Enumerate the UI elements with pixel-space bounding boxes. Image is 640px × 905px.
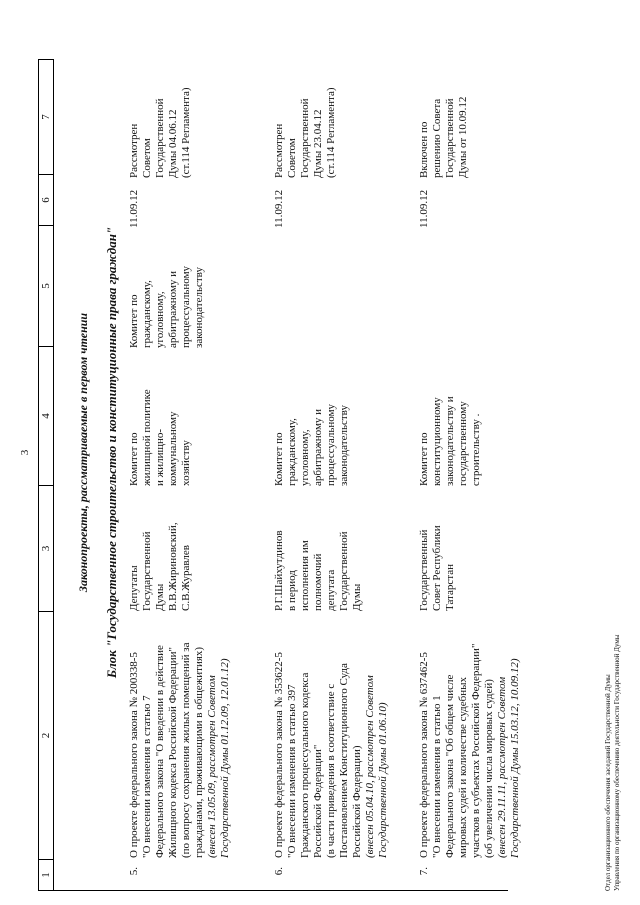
text-line: Государственной xyxy=(338,531,350,611)
text-line: Думы xyxy=(154,583,166,611)
committee-cell xyxy=(128,351,232,489)
text-line: процессуальному xyxy=(325,403,337,486)
column-header: 3 xyxy=(39,485,53,611)
authors-cell xyxy=(418,489,522,614)
text-line: Государственный xyxy=(418,529,430,611)
text-line: (внесен 05.04.10, рассмотрен Советом xyxy=(364,675,376,858)
text-line: Включен по xyxy=(418,121,430,178)
text-line: Комитет по xyxy=(128,432,140,486)
authors-cell xyxy=(273,489,390,614)
page-number: 3 xyxy=(19,449,31,456)
text-line: (по вопросу сохранения жилых помещений за xyxy=(180,642,192,858)
text-line: (ст.114 Регламента) xyxy=(325,87,337,178)
text-line: Российской Федерации) xyxy=(351,745,363,858)
column-header: 2 xyxy=(39,611,53,859)
text-line: (внесен 13.05.09, рассмотрен Советом xyxy=(206,675,218,858)
text-line: Комитет по xyxy=(273,432,285,486)
bill-title-cell xyxy=(128,614,232,861)
text-line: государственному xyxy=(457,401,469,486)
text-line: О проекте федерального закона № 353622-5 xyxy=(273,652,285,858)
column-header: 7 xyxy=(40,114,52,120)
text-line: Советом xyxy=(286,138,298,178)
text-line: Комитет по xyxy=(128,294,140,348)
text-line: строительству . xyxy=(470,413,482,486)
text-line: Думы xyxy=(351,583,363,611)
text-line: "О внесении изменения в статью 397 xyxy=(286,684,298,858)
text-line: Постановлением Конституционного Суда xyxy=(338,663,350,858)
text-line: Татарстан xyxy=(444,564,456,611)
text-line: законодательству и xyxy=(444,396,456,486)
text-line: коммунальному xyxy=(167,411,179,486)
text-line: (в части приведения в соответствие с xyxy=(325,683,337,858)
table-row xyxy=(273,61,390,891)
text-line: депутата xyxy=(325,569,337,611)
text-line: Российской Федерации" xyxy=(312,744,324,858)
text-line: гражданскому, xyxy=(141,280,153,348)
authors-cell xyxy=(128,489,232,614)
text-line: Государственной xyxy=(141,531,153,611)
text-line: Совет Республики xyxy=(431,525,443,611)
text-line: Думы 04.06.12 xyxy=(167,109,179,178)
text-line: "О внесении изменения в статью 7 xyxy=(141,695,153,858)
text-line: процессуальному xyxy=(180,265,192,348)
text-line: Комитет по xyxy=(418,432,430,486)
text-line: С.В.Журавлев xyxy=(180,545,192,611)
text-line: гражданскому, xyxy=(286,418,298,486)
text-line: Федерального закона "О введении в действие xyxy=(154,645,166,858)
text-line: уголовному, xyxy=(154,291,166,348)
bill-title-cell xyxy=(273,614,390,861)
text-line: арбитражному и xyxy=(167,270,179,348)
table-row xyxy=(418,61,522,891)
text-line: участков в субъектах Российской Федерации" xyxy=(470,643,482,858)
text-line: О проекте федерального закона № 637462-5 xyxy=(418,652,430,858)
section-title: Законопроекты, рассматриваемые в первом чтении xyxy=(76,312,90,593)
text-line: Думы от 10.09.12 xyxy=(457,96,469,178)
text-line: Рассмотрен xyxy=(273,123,285,178)
text-line: Государственной Думы 15.03.12, 10.09.12) xyxy=(509,658,521,858)
text-line: В.В.Жириновский, xyxy=(167,522,179,611)
text-line: полномочий xyxy=(312,553,324,611)
row-number: 6. xyxy=(273,867,285,876)
text-line: Управления по организационному обеспечению деятельности Государственной Думы xyxy=(613,634,621,891)
text-line: Государственной Думы 01.12.09, 12.01.12) xyxy=(219,658,231,858)
text-line: уголовному, xyxy=(299,429,311,486)
text-line: Р.Г.Шайхутдинов xyxy=(273,530,285,611)
text-line: Думы 23.04.12 xyxy=(312,109,324,178)
block-title: Блок "Государственное строительство и конституционные права граждан" xyxy=(104,226,119,679)
text-line: мировых судей и количестве судебных xyxy=(457,676,469,858)
text-line: Отдел организационного обеспечения заседаний Государственной Думы xyxy=(604,674,612,891)
text-line: исполнения им xyxy=(299,540,311,611)
status-cell xyxy=(418,61,522,181)
committee-cell xyxy=(418,351,522,489)
text-line: жилищной политике xyxy=(141,389,153,486)
text-line: конституционному xyxy=(431,397,443,486)
text-line: "О внесении изменения в статью 1 xyxy=(431,695,443,858)
text-line: Рассмотрен xyxy=(128,123,140,178)
date-cell: 11.09.12 xyxy=(273,189,285,228)
text-line: хозяйству xyxy=(180,440,192,486)
text-line: (внесен 29.11.11, рассмотрен Советом xyxy=(496,676,508,858)
column-header-row xyxy=(38,59,54,891)
date-cell: 11.09.12 xyxy=(418,189,430,228)
text-line: Депутаты xyxy=(128,565,140,611)
text-line: (об увеличении числа мировых судей) xyxy=(483,679,495,858)
text-line: Советом xyxy=(141,138,153,178)
text-line: Государственной Думы 01.06.10) xyxy=(377,702,389,858)
co-committee-cell xyxy=(273,231,390,351)
text-line: законодательству xyxy=(338,405,350,486)
column-header: 5 xyxy=(39,225,53,346)
text-line: в период xyxy=(286,570,298,611)
co-committee-cell xyxy=(418,231,522,351)
table-row xyxy=(128,61,232,891)
text-line: Гражданского процессуального кодекса xyxy=(299,672,311,858)
column-header: 6 xyxy=(39,174,53,225)
text-line: (ст.114 Регламента) xyxy=(180,87,192,178)
bill-title-cell xyxy=(418,614,522,861)
text-line: О проекте федерального закона № 200338-5 xyxy=(128,652,140,858)
text-line: гражданами, проживающими в общежитиях) xyxy=(193,646,205,858)
text-line: и жилищно- xyxy=(154,428,166,486)
text-line: решению Совета xyxy=(431,98,443,178)
co-committee-cell xyxy=(128,231,232,351)
footer xyxy=(604,635,622,891)
row-number: 7. xyxy=(418,867,430,876)
text-line: Федерального закона "Об общем числе xyxy=(444,674,456,858)
status-cell xyxy=(128,61,232,181)
date-cell: 11.09.12 xyxy=(128,189,140,228)
text-line: законодательству xyxy=(193,267,205,348)
row-number: 5. xyxy=(128,867,140,876)
text-line: арбитражному и xyxy=(312,408,324,486)
column-header: 1 xyxy=(39,859,53,890)
status-cell xyxy=(273,61,390,181)
committee-cell xyxy=(273,351,390,489)
text-line: Жилищного кодекса Российской Федерации" xyxy=(167,646,179,858)
text-line: Государственной xyxy=(299,98,311,178)
text-line: Государственной xyxy=(154,98,166,178)
column-header: 4 xyxy=(39,346,53,485)
text-line: Государственной xyxy=(444,98,456,178)
